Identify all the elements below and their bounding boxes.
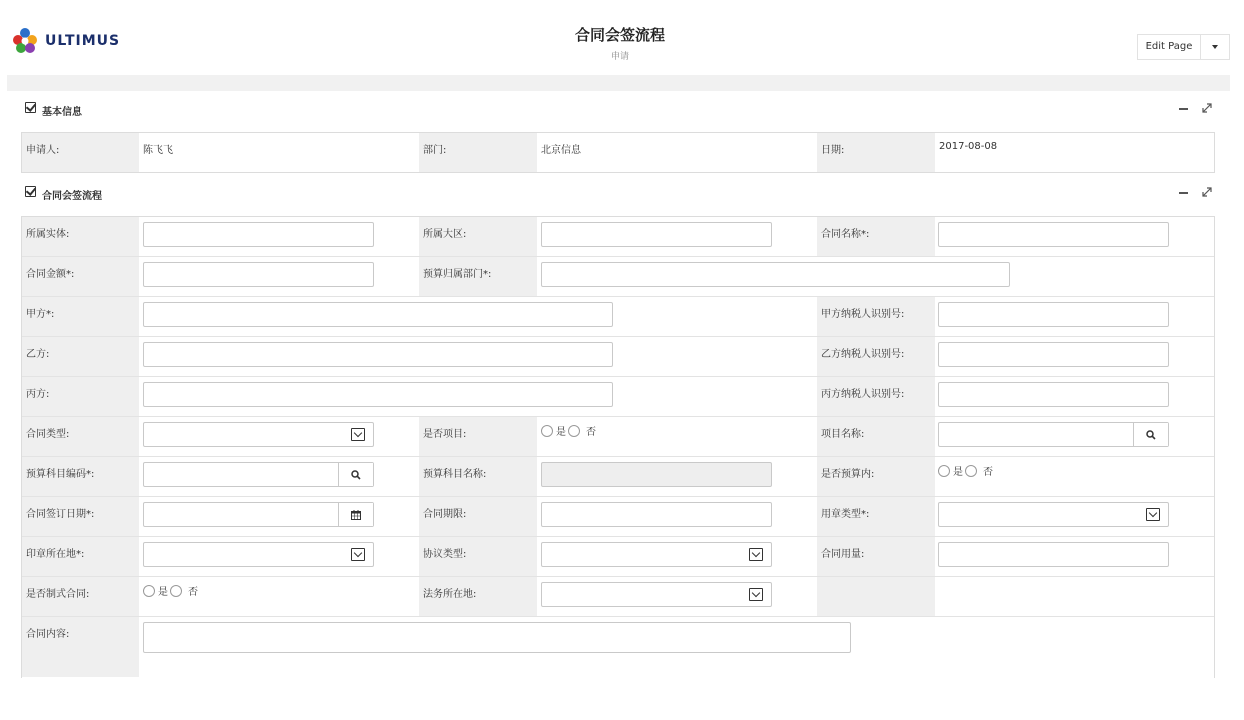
budget-code-input[interactable] (143, 462, 374, 487)
project-name-input[interactable] (938, 422, 1169, 447)
applicant-label: 申请人: (22, 133, 139, 172)
contract-type-select[interactable] (143, 422, 374, 447)
caret-down-icon (1212, 45, 1218, 49)
party-b-tax-label: 乙方纳税人识别号: (817, 337, 935, 376)
project-name-label: 项目名称: (817, 417, 935, 456)
entity-input[interactable] (143, 222, 374, 247)
usage-input[interactable] (938, 542, 1169, 567)
table-row (22, 537, 1214, 577)
table-row (22, 133, 1214, 172)
contract-name-input[interactable] (938, 222, 1169, 247)
budget-name-input (541, 462, 772, 487)
radio-no-label: 否 (983, 467, 993, 478)
is-template-label: 是否制式合同: (22, 577, 139, 616)
chevron-down-icon (351, 548, 365, 561)
section-header-basic-info (21, 94, 1216, 124)
amount-label: 合同金额*: (22, 257, 139, 296)
party-c-tax-label: 丙方纳税人识别号: (817, 377, 935, 416)
date-value: 2017-08-08 (939, 141, 998, 152)
applicant-value: 陈飞飞 (143, 145, 173, 156)
sign-date-label: 合同签订日期*: (22, 497, 139, 536)
party-c-tax-input[interactable] (938, 382, 1169, 407)
radio-yes-label: 是 (158, 587, 168, 598)
edit-page-button[interactable]: Edit Page (1138, 35, 1201, 59)
logo-text: ULTIMUS (45, 33, 121, 49)
page-header (0, 0, 1244, 75)
period-input[interactable] (541, 502, 772, 527)
table-row (22, 377, 1214, 417)
radio-yes[interactable] (541, 425, 553, 437)
table-row (22, 497, 1214, 537)
period-label: 合同期限: (419, 497, 537, 536)
region-input[interactable] (541, 222, 772, 247)
section-header-contract (21, 178, 1216, 208)
seal-type-select[interactable] (938, 502, 1169, 527)
agreement-type-label: 协议类型: (419, 537, 537, 576)
radio-yes[interactable] (938, 465, 950, 477)
party-c-input[interactable] (143, 382, 613, 407)
search-icon (351, 470, 361, 480)
empty-label-cell (817, 577, 935, 616)
budget-code-search-button[interactable] (338, 463, 373, 486)
collapse-icon[interactable] (1179, 192, 1188, 194)
page-title: 合同会签流程 (574, 26, 665, 44)
radio-no[interactable] (965, 465, 977, 477)
region-label: 所属大区: (419, 217, 537, 256)
project-search-button[interactable] (1133, 423, 1168, 446)
expand-icon[interactable] (1201, 186, 1213, 198)
section-title: 合同会签流程 (42, 191, 102, 202)
calendar-icon (351, 510, 361, 520)
agreement-type-select[interactable] (541, 542, 772, 567)
page-subtitle: 申请 (610, 52, 629, 62)
is-project-label: 是否项目: (419, 417, 537, 456)
checkbox-checked-icon[interactable] (25, 102, 36, 113)
table-row (22, 217, 1214, 257)
table-row (22, 617, 1214, 677)
table-row (22, 257, 1214, 297)
sign-date-input[interactable] (143, 502, 374, 527)
basic-info-table (21, 132, 1215, 173)
dept-label: 部门: (419, 133, 537, 172)
date-label: 日期: (817, 133, 935, 172)
seal-location-label: 印章所在地*: (22, 537, 139, 576)
chevron-down-icon (749, 588, 763, 601)
budget-dept-label: 预算归属部门*: (419, 257, 537, 296)
legal-location-label: 法务所在地: (419, 577, 537, 616)
in-budget-label: 是否预算内: (817, 457, 935, 496)
chevron-down-icon (749, 548, 763, 561)
contract-name-label: 合同名称*: (817, 217, 935, 256)
party-a-label: 甲方*: (22, 297, 139, 336)
party-c-label: 丙方: (22, 377, 139, 416)
is-template-radio-group (143, 583, 200, 598)
table-row (22, 297, 1214, 337)
budget-name-label: 预算科目名称: (419, 457, 537, 496)
table-row (22, 417, 1214, 457)
radio-yes-label: 是 (953, 467, 963, 478)
budget-code-label: 预算科目编码*: (22, 457, 139, 496)
seal-location-select[interactable] (143, 542, 374, 567)
party-a-tax-label: 甲方纳税人识别号: (817, 297, 935, 336)
expand-icon[interactable] (1201, 102, 1213, 114)
dept-value: 北京信息 (541, 145, 581, 156)
usage-label: 合同用量: (817, 537, 935, 576)
radio-no[interactable] (170, 585, 182, 597)
table-row (22, 577, 1214, 617)
radio-no[interactable] (568, 425, 580, 437)
edit-page-button-group (1137, 34, 1230, 60)
edit-page-dropdown-toggle[interactable] (1201, 35, 1229, 59)
section-title: 基本信息 (42, 107, 82, 118)
ultimus-logo (11, 27, 120, 55)
party-a-input[interactable] (143, 302, 613, 327)
seal-type-label: 用章类型*: (817, 497, 935, 536)
collapse-icon[interactable] (1179, 108, 1188, 110)
content-label: 合同内容: (22, 617, 139, 677)
party-b-input[interactable] (143, 342, 613, 367)
table-row (22, 337, 1214, 377)
header-divider-band (7, 75, 1230, 91)
is-project-radio-group (541, 423, 598, 438)
radio-yes-label: 是 (556, 427, 566, 438)
radio-no-label: 否 (188, 587, 198, 598)
contract-form-table (21, 216, 1215, 678)
checkbox-checked-icon[interactable] (25, 186, 36, 197)
content-textarea[interactable] (143, 622, 851, 653)
chevron-down-icon (1146, 508, 1160, 521)
date-picker-button[interactable] (338, 503, 373, 526)
radio-no-label: 否 (586, 427, 596, 438)
amount-input[interactable] (143, 262, 374, 287)
party-a-tax-input[interactable] (938, 302, 1169, 327)
table-row (22, 457, 1214, 497)
entity-label: 所属实体: (22, 217, 139, 256)
chevron-down-icon (351, 428, 365, 441)
cube-logo-icon (11, 27, 39, 55)
budget-dept-input[interactable] (541, 262, 1010, 287)
legal-location-select[interactable] (541, 582, 772, 607)
party-b-label: 乙方: (22, 337, 139, 376)
search-icon (1146, 430, 1156, 440)
in-budget-radio-group (938, 463, 995, 478)
contract-type-label: 合同类型: (22, 417, 139, 456)
party-b-tax-input[interactable] (938, 342, 1169, 367)
radio-yes[interactable] (143, 585, 155, 597)
